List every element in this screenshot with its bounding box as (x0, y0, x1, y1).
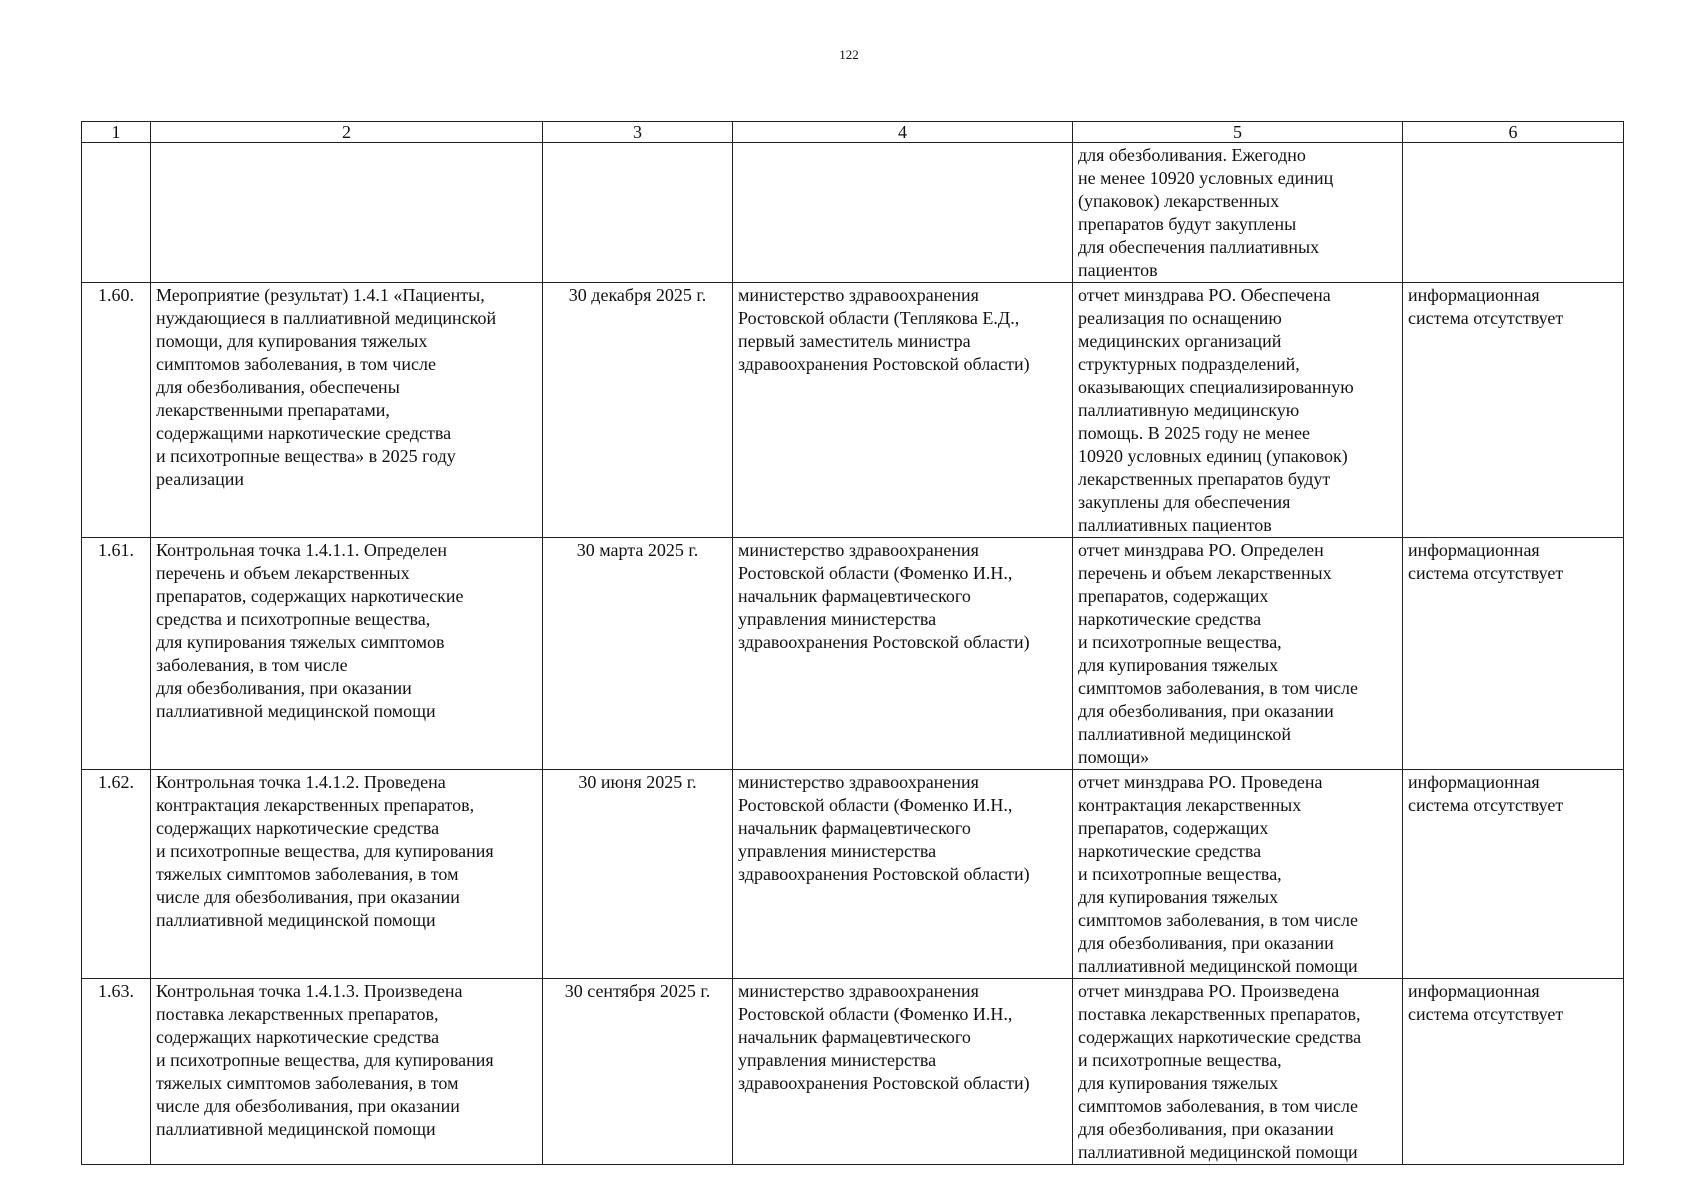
result-line: не менее 10920 условных единиц (1078, 168, 1334, 188)
result-line: для купирования тяжелых (1078, 655, 1279, 675)
row-number-cell: 1.63. (82, 979, 151, 1165)
column-number: 4 (733, 122, 1073, 143)
responsible-line: первый заместитель министра (738, 331, 971, 351)
event-line: тяжелых симптомов заболевания, в том (156, 1073, 459, 1093)
deadline-cell: 30 марта 2025 г. (543, 538, 733, 770)
result-line: для обезболивания. Ежегодно (1078, 145, 1306, 165)
result-line: поставка лекарственных препаратов, (1078, 1004, 1361, 1024)
event-cell (151, 979, 543, 1165)
result-line: для обеспечения паллиативных (1078, 237, 1320, 257)
event-line: лекарственными препаратами, (156, 400, 390, 420)
info-system-line: информационная (1408, 540, 1540, 560)
event-line: перечень и объем лекарственных (156, 563, 410, 583)
result-line: для купирования тяжелых (1078, 887, 1279, 907)
responsible-line: министерство здравоохранения (738, 285, 979, 305)
result-line: для обезболивания, при оказании (1078, 701, 1334, 721)
responsible-line: Ростовской области (Теплякова Е.Д., (738, 308, 1020, 328)
result-line: и психотропные вещества, (1078, 632, 1282, 652)
column-number: 2 (151, 122, 543, 143)
result-line: наркотические средства (1078, 841, 1262, 861)
event-line: содержащих наркотические средства (156, 818, 440, 838)
responsible-line: здравоохранения Ростовской области) (738, 1073, 1030, 1093)
column-number: 1 (82, 122, 151, 143)
event-cell (151, 538, 543, 770)
responsible-line: министерство здравоохранения (738, 540, 979, 560)
column-number: 6 (1403, 122, 1624, 143)
table-row (82, 770, 1624, 979)
info-system-line: система отсутствует (1408, 1004, 1564, 1024)
responsible-line: начальник фармацевтического (738, 818, 971, 838)
deadline-cell (543, 143, 733, 283)
event-line: нуждающиеся в паллиативной медицинской (156, 308, 497, 328)
info-system-cell (1403, 143, 1624, 283)
result-line: 10920 условных единиц (упаковок) (1078, 446, 1348, 466)
event-line: паллиативной медицинской помощи (156, 1119, 436, 1139)
row-number-cell: 1.62. (82, 770, 151, 979)
responsible-line: управления министерства (738, 1050, 937, 1070)
info-system-line: система отсутствует (1408, 795, 1564, 815)
row-number-cell (82, 143, 151, 283)
responsible-line: здравоохранения Ростовской области) (738, 864, 1030, 884)
column-number-row (82, 122, 1624, 143)
result-line: паллиативной медицинской помощи (1078, 1142, 1358, 1162)
result-line: симптомов заболевания, в том числе (1078, 678, 1358, 698)
event-line: и психотропные вещества, для купирования (156, 1050, 494, 1070)
result-line: для обезболивания, при оказании (1078, 933, 1334, 953)
result-line: отчет минздрава РО. Обеспечена (1078, 285, 1331, 305)
event-line: поставка лекарственных препаратов, (156, 1004, 439, 1024)
result-cell (1073, 538, 1403, 770)
result-line: помощи» (1078, 747, 1150, 767)
result-line: и психотропные вещества, (1078, 1050, 1282, 1070)
event-line: и психотропные вещества, для купирования (156, 841, 494, 861)
event-line: помощи, для купирования тяжелых (156, 331, 428, 351)
responsible-line: Ростовской области (Фоменко И.Н., (738, 1004, 1013, 1024)
result-line: отчет минздрава РО. Определен (1078, 540, 1324, 560)
result-line: (упаковок) лекарственных (1078, 191, 1280, 211)
responsible-line: здравоохранения Ростовской области) (738, 632, 1030, 652)
info-system-cell (1403, 770, 1624, 979)
result-line: паллиативной медицинской (1078, 724, 1291, 744)
result-line: наркотические средства (1078, 609, 1262, 629)
event-line: числе для обезболивания, при оказании (156, 887, 460, 907)
event-line: средства и психотропные вещества, (156, 609, 431, 629)
info-system-line: система отсутствует (1408, 308, 1564, 328)
column-number: 3 (543, 122, 733, 143)
event-line: Мероприятие (результат) 1.4.1 «Пациенты, (156, 285, 485, 305)
event-line: числе для обезболивания, при оказании (156, 1096, 460, 1116)
event-line: содержащих наркотические средства (156, 1027, 440, 1047)
info-system-line: информационная (1408, 772, 1540, 792)
result-cell (1073, 283, 1403, 538)
event-line: тяжелых симптомов заболевания, в том (156, 864, 459, 884)
responsible-line: министерство здравоохранения (738, 981, 979, 1001)
event-line: для обезболивания, обеспечены (156, 377, 400, 397)
event-line: и психотропные вещества» в 2025 году (156, 446, 456, 466)
column-number: 5 (1073, 122, 1403, 143)
event-line: контрактация лекарственных препаратов, (156, 795, 475, 815)
info-system-cell (1403, 538, 1624, 770)
result-line: паллиативную медицинскую (1078, 400, 1300, 420)
responsible-cell (733, 538, 1073, 770)
result-line: медицинских организаций (1078, 331, 1282, 351)
result-line: симптомов заболевания, в том числе (1078, 1096, 1358, 1116)
result-line: содержащих наркотические средства (1078, 1027, 1362, 1047)
deadline-cell: 30 июня 2025 г. (543, 770, 733, 979)
info-system-cell (1403, 283, 1624, 538)
responsible-line: управления министерства (738, 609, 937, 629)
result-line: структурных подразделений, (1078, 354, 1300, 374)
event-line: для купирования тяжелых симптомов (156, 632, 445, 652)
responsible-line: Ростовской области (Фоменко И.Н., (738, 563, 1013, 583)
event-line: симптомов заболевания, в том числе (156, 354, 436, 374)
result-line: отчет минздрава РО. Произведена (1078, 981, 1340, 1001)
responsible-line: начальник фармацевтического (738, 1027, 971, 1047)
result-line: препаратов, содержащих (1078, 818, 1269, 838)
result-line: препаратов будут закуплены (1078, 214, 1297, 234)
event-cell (151, 283, 543, 538)
page-number: 122 (839, 47, 859, 62)
result-line: пациентов (1078, 260, 1158, 280)
result-line: контрактация лекарственных (1078, 795, 1302, 815)
result-line: перечень и объем лекарственных (1078, 563, 1332, 583)
event-line: Контрольная точка 1.4.1.3. Произведена (156, 981, 463, 1001)
event-line: реализации (156, 469, 244, 489)
result-line: закуплены для обеспечения (1078, 492, 1291, 512)
result-cell (1073, 143, 1403, 283)
responsible-cell (733, 283, 1073, 538)
deadline-cell: 30 сентября 2025 г. (543, 979, 733, 1165)
event-line: паллиативной медицинской помощи (156, 910, 436, 930)
result-line: паллиативных пациентов (1078, 515, 1272, 535)
responsible-cell (733, 770, 1073, 979)
result-line: препаратов, содержащих (1078, 586, 1269, 606)
result-cell (1073, 770, 1403, 979)
row-number-cell: 1.61. (82, 538, 151, 770)
result-line: паллиативной медицинской помощи (1078, 956, 1358, 976)
event-cell (151, 143, 543, 283)
row-number-cell: 1.60. (82, 283, 151, 538)
table-row (82, 979, 1624, 1165)
event-line: Контрольная точка 1.4.1.1. Определен (156, 540, 447, 560)
deadline-cell: 30 декабря 2025 г. (543, 283, 733, 538)
responsible-line: министерство здравоохранения (738, 772, 979, 792)
result-line: отчет минздрава РО. Проведена (1078, 772, 1323, 792)
result-line: для обезболивания, при оказании (1078, 1119, 1334, 1139)
responsible-cell (733, 143, 1073, 283)
responsible-cell (733, 979, 1073, 1165)
result-line: лекарственных препаратов будут (1078, 469, 1331, 489)
event-line: паллиативной медицинской помощи (156, 701, 436, 721)
info-system-line: система отсутствует (1408, 563, 1564, 583)
info-system-line: информационная (1408, 285, 1540, 305)
event-line: Контрольная точка 1.4.1.2. Проведена (156, 772, 446, 792)
plan-table (81, 121, 1624, 1165)
result-cell (1073, 979, 1403, 1165)
info-system-cell (1403, 979, 1624, 1165)
responsible-line: начальник фармацевтического (738, 586, 971, 606)
responsible-line: Ростовской области (Фоменко И.Н., (738, 795, 1013, 815)
event-cell (151, 770, 543, 979)
responsible-line: здравоохранения Ростовской области) (738, 354, 1030, 374)
result-line: симптомов заболевания, в том числе (1078, 910, 1358, 930)
result-line: оказывающих специализированную (1078, 377, 1354, 397)
event-line: препаратов, содержащих наркотические (156, 586, 464, 606)
table-row (82, 538, 1624, 770)
result-line: для купирования тяжелых (1078, 1073, 1279, 1093)
responsible-line: управления министерства (738, 841, 937, 861)
result-line: реализация по оснащению (1078, 308, 1282, 328)
table-row (82, 283, 1624, 538)
result-line: и психотропные вещества, (1078, 864, 1282, 884)
table-row (82, 143, 1624, 283)
event-line: для обезболивания, при оказании (156, 678, 412, 698)
info-system-line: информационная (1408, 981, 1540, 1001)
event-line: заболевания, в том числе (156, 655, 348, 675)
event-line: содержащими наркотические средства (156, 423, 452, 443)
result-line: помощь. В 2025 году не менее (1078, 423, 1310, 443)
